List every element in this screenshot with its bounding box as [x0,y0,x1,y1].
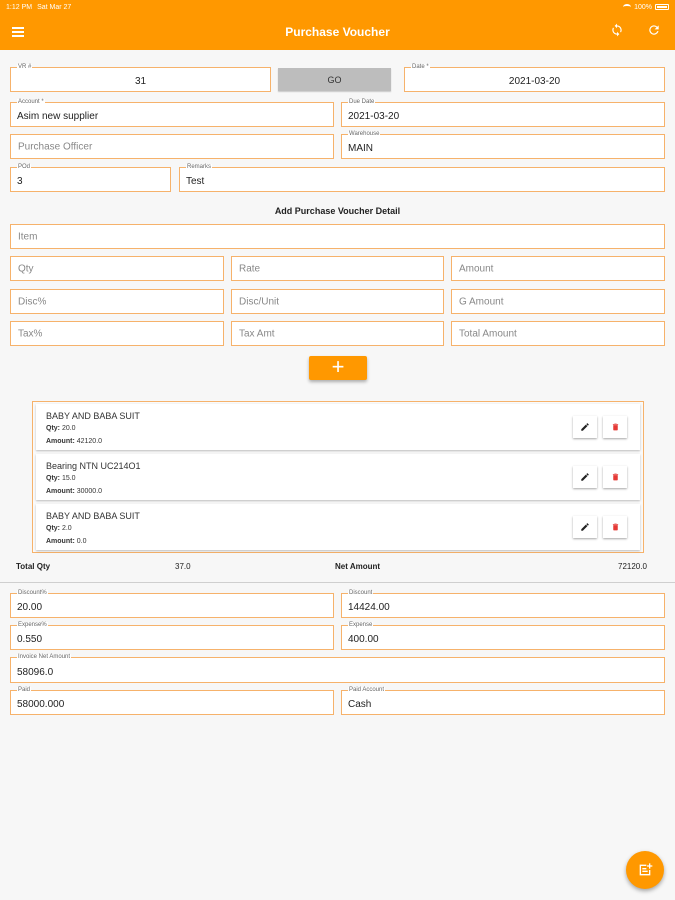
warehouse-field[interactable] [341,131,665,159]
list-item[interactable] [36,404,640,450]
discount-pct-field[interactable] [10,590,334,618]
item-amount [46,438,102,445]
delete-button[interactable] [603,466,627,488]
status-time: 1:12 PM [6,3,33,11]
discount-pct-label: Discount% [18,590,47,596]
wifi-icon [623,4,631,10]
items-list [32,401,644,553]
remarks-value: Test [186,176,205,187]
invoice-net-amount-value: 58096.0 [17,667,54,678]
item-qty-value: 2.0 [61,525,72,532]
status-right [623,4,669,11]
account-label: Account * [18,99,44,105]
date-field[interactable] [404,64,665,92]
expense-field[interactable] [341,622,665,650]
discount-value: 14424.00 [348,602,390,613]
edit-button[interactable] [573,466,597,488]
item-amount [46,538,86,545]
trash-icon [611,422,620,432]
paid-value: 58000.000 [17,699,65,710]
discount-field[interactable] [341,590,665,618]
vr-number-value: 31 [134,76,147,87]
trash-icon [611,522,620,532]
rate-input[interactable] [231,256,444,281]
account-value: Asim new supplier [17,111,99,122]
item-qty-label: Qty: [46,475,60,482]
expense-value: 400.00 [348,634,379,645]
purchase-officer-placeholder: Purchase Officer [18,141,93,152]
warehouse-label: Warehouse [349,131,380,137]
rate-placeholder: Rate [239,263,261,274]
item-input[interactable] [10,224,665,249]
warehouse-value: MAIN [348,143,373,154]
pencil-icon [580,472,590,482]
item-qty [46,425,76,432]
vr-number-field[interactable] [10,64,271,92]
paid-account-label: Paid Account [349,687,385,693]
amount-input[interactable] [451,256,665,281]
item-qty-label: Qty: [46,425,60,432]
paid-account-value: Cash [348,699,372,710]
total-amount-input[interactable] [451,321,665,346]
purchase-officer-field[interactable] [10,134,334,159]
due-date-field[interactable] [341,99,665,127]
save-voucher-fab[interactable] [626,851,664,889]
expense-label: Expense [349,622,373,628]
account-field[interactable] [10,99,334,127]
detail-section-title: Add Purchase Voucher Detail [274,206,401,216]
app-bar [0,14,675,50]
item-amount-value: 30000.0 [76,488,103,495]
pod-value: 3 [17,176,23,187]
note-add-icon [637,862,653,878]
pod-label: POd [18,164,31,170]
pencil-icon [580,522,590,532]
disc-pct-input[interactable] [10,289,224,314]
menu-icon[interactable] [12,27,24,37]
trash-icon [611,472,620,482]
total-qty-label: Total Qty [16,562,51,571]
edit-button[interactable] [573,416,597,438]
item-qty-value: 20.0 [61,425,76,432]
invoice-net-amount-field[interactable] [10,654,665,683]
status-date: Sat Mar 27 [37,3,72,11]
item-qty [46,475,76,482]
edit-button[interactable] [573,516,597,538]
item-qty-label: Qty: [46,525,60,532]
expense-pct-label: Expense% [18,622,47,628]
discount-label: Discount [349,590,373,596]
expense-pct-field[interactable] [10,622,334,650]
date-label: Date * [412,64,429,70]
item-amount-label: Amount: [46,438,75,445]
g-amount-input[interactable] [451,289,665,314]
total-amount-placeholder: Total Amount [459,328,517,339]
item-qty-value: 15.0 [61,475,76,482]
item-amount-label: Amount: [46,538,75,545]
item-amount [46,488,102,495]
net-amount-value: 72120.0 [618,562,647,571]
pencil-icon [580,422,590,432]
tax-amt-placeholder: Tax Amt [239,328,275,339]
tax-pct-input[interactable] [10,321,224,346]
page-title: Purchase Voucher [285,25,390,39]
battery-icon [655,4,669,10]
discount-pct-value: 20.00 [17,602,43,613]
refresh-icon[interactable] [645,23,663,41]
vr-number-label: VR # [18,64,32,70]
paid-field[interactable] [10,687,334,715]
invoice-net-amount-label: Invoice Net Amount [18,654,71,660]
g-amount-placeholder: G Amount [459,296,504,307]
item-amount-label: Amount: [46,488,75,495]
delete-button[interactable] [603,516,627,538]
disc-unit-placeholder: Disc/Unit [239,296,280,307]
item-qty [46,525,72,532]
battery-percent: 100% [634,3,652,11]
expense-pct-value: 0.550 [17,634,43,645]
tax-pct-placeholder: Tax% [18,328,43,339]
divider [0,582,675,583]
net-amount-label: Net Amount [335,562,381,571]
go-button[interactable]: GO [278,68,391,91]
remarks-field[interactable] [179,164,665,192]
sync-icon[interactable] [608,23,626,41]
delete-button[interactable] [603,416,627,438]
tax-amt-input[interactable] [231,321,444,346]
disc-unit-input[interactable] [231,289,444,314]
disc-pct-placeholder: Disc% [18,296,47,307]
item-amount-value: 42120.0 [76,438,103,445]
list-item[interactable] [36,504,640,550]
total-qty-value: 37.0 [175,562,191,571]
paid-account-field[interactable] [341,687,665,715]
status-bar [0,0,675,14]
date-value: 2021-03-20 [508,76,561,87]
item-name: BABY AND BABA SUIT [46,411,140,421]
list-item[interactable] [36,454,640,500]
item-amount-value: 0.0 [76,538,87,545]
item-name: Bearing NTN UC214O1 [46,461,141,471]
item-name: BABY AND BABA SUIT [46,511,140,521]
qty-input[interactable] [10,256,224,281]
pod-field[interactable] [10,164,171,192]
due-date-value: 2021-03-20 [348,111,400,122]
add-detail-button[interactable]: + [309,356,367,380]
due-date-label: Due Date [349,99,375,105]
item-placeholder: Item [18,231,38,242]
remarks-label: Remarks [187,164,212,170]
amount-placeholder: Amount [459,263,494,274]
qty-placeholder: Qty [18,263,34,274]
paid-label: Paid [18,687,31,693]
